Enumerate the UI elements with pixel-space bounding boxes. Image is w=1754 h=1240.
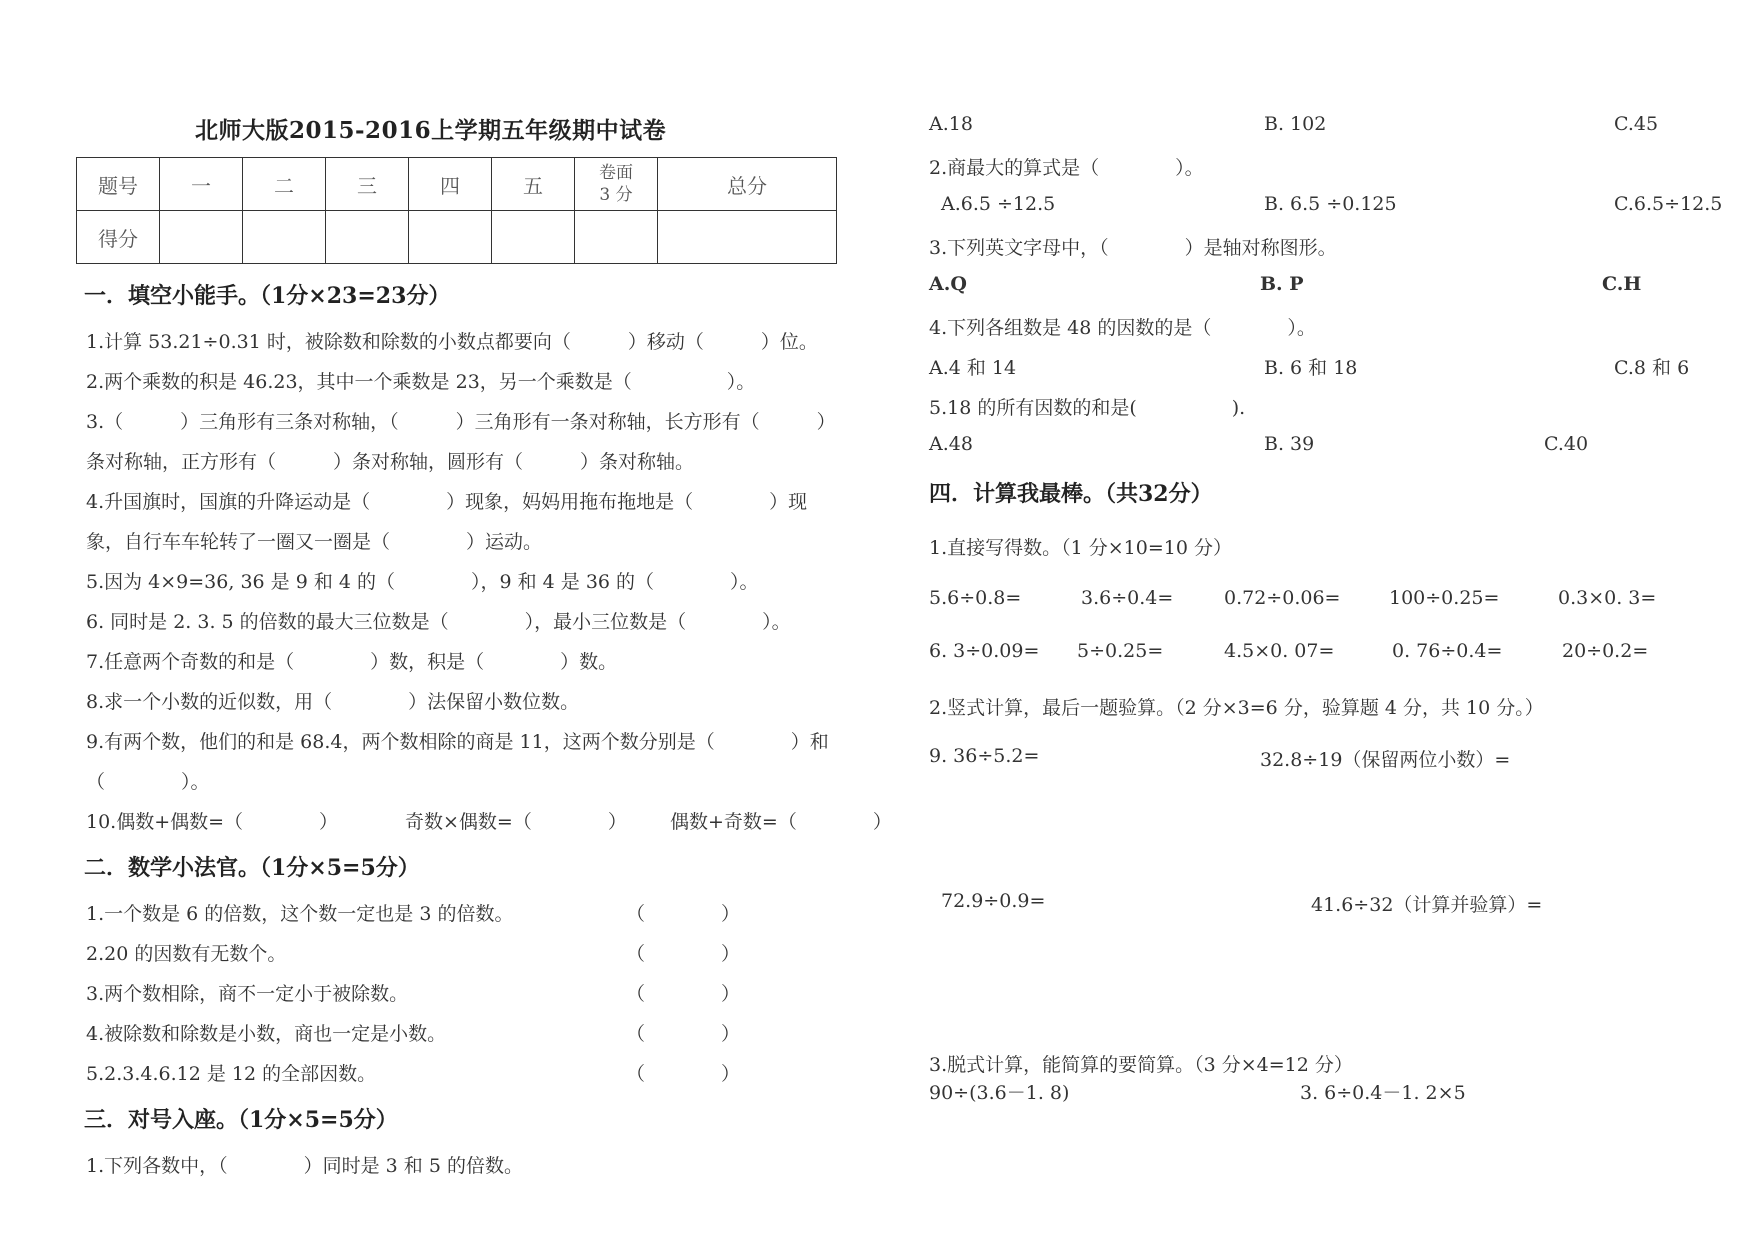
score-blank[interactable] [326, 211, 409, 264]
s1-q2: 2.两个乘数的积是 46.23，其中一个乘数是 23，另一个乘数是（ ）。 [86, 371, 756, 393]
cell-part-3: 三 [326, 158, 409, 211]
s3-q3: 3.下列英文字母中，（ ）是轴对称图形。 [929, 237, 1337, 259]
s2-q2-paren[interactable]: （ ） [626, 943, 741, 965]
s2-q3-paren[interactable]: （ ） [626, 983, 741, 1005]
exam-title: 北师大版2015-2016上学期五年级期中试卷 [195, 117, 667, 144]
stepwise-1: 90÷(3.6－1. 8) [929, 1082, 1070, 1104]
s1-q10-a: 10.偶数+偶数=（ ） [86, 811, 339, 833]
score-blank[interactable] [243, 211, 326, 264]
score-table [76, 157, 837, 264]
s3-q4: 4.下列各组数是 48 的因数的是（ ）。 [929, 317, 1316, 339]
s1-q8: 8.求一个小数的近似数，用（ ）法保留小数位数。 [86, 691, 580, 713]
calc-3: 0.72÷0.06= [1224, 587, 1341, 609]
s1-q4-line1: 4.升国旗时，国旗的升降运动是（ ）现象，妈妈用拖布拖地是（ ）现 [86, 491, 808, 513]
q2-option-c: C.6.5÷12.5 [1614, 193, 1723, 215]
s2-q5-paren[interactable]: （ ） [626, 1063, 741, 1085]
q3-option-b: B. P [1260, 273, 1304, 295]
section-1-heading: 一．填空小能手。（1分×23=23分） [84, 283, 451, 309]
cell-part-4: 四 [409, 158, 492, 211]
score-table-header-row [77, 158, 837, 211]
calc-1: 5.6÷0.8= [929, 587, 1022, 609]
s4-part1-label: 1.直接写得数。（1 分×10=10 分） [929, 537, 1232, 559]
calc-8: 4.5×0. 07= [1224, 640, 1335, 662]
s3-q2: 2.商最大的算式是（ ）。 [929, 157, 1204, 179]
calc-2: 3.6÷0.4= [1081, 587, 1174, 609]
s2-q4-paren[interactable]: （ ） [626, 1023, 741, 1045]
q3-option-a: A.Q [929, 273, 967, 295]
calc-10: 20÷0.2= [1562, 640, 1649, 662]
q4-option-a: A.4 和 14 [929, 357, 1017, 379]
section-3-heading: 三．对号入座。（1分×5=5分） [84, 1107, 398, 1133]
score-blank[interactable] [160, 211, 243, 264]
cell-question-no: 题号 [77, 158, 160, 211]
s2-q5: 5.2.3.4.6.12 是 12 的全部因数。 [86, 1063, 377, 1085]
stepwise-2: 3. 6÷0.4－1. 2×5 [1300, 1082, 1466, 1104]
vertical-2: 32.8÷19（保留两位小数）= [1260, 749, 1511, 771]
s4-part3-label: 3.脱式计算，能简算的要简算。（3 分×4=12 分） [929, 1054, 1353, 1076]
calc-4: 100÷0.25= [1389, 587, 1500, 609]
s2-q2: 2.20 的因数有无数个。 [86, 943, 287, 965]
calc-9: 0. 76÷0.4= [1392, 640, 1503, 662]
q5-option-a: A.48 [929, 433, 973, 455]
vertical-4: 41.6÷32（计算并验算）= [1311, 894, 1543, 916]
score-blank[interactable] [409, 211, 492, 264]
q2-option-a: A.6.5 ÷12.5 [941, 193, 1056, 215]
q1-option-c: C.45 [1614, 113, 1659, 135]
section-2-heading: 二．数学小法官。（1分×5=5分） [84, 855, 420, 881]
s2-q4: 4.被除数和除数是小数，商也一定是小数。 [86, 1023, 447, 1045]
q2-option-b: B. 6.5 ÷0.125 [1264, 193, 1397, 215]
cell-part-5: 五 [492, 158, 575, 211]
q1-option-b: B. 102 [1264, 113, 1327, 135]
cell-score-label: 得分 [77, 211, 160, 264]
s1-q7: 7.任意两个奇数的和是（ ）数，积是（ ）数。 [86, 651, 618, 673]
cell-neatness-top: 卷面 [599, 163, 633, 183]
score-blank[interactable] [658, 211, 837, 264]
score-blank[interactable] [492, 211, 575, 264]
s1-q9-line1: 9.有两个数，他们的和是 68.4，两个数相除的商是 11，这两个数分别是（ ）和 [86, 731, 829, 753]
s1-q6: 6. 同时是 2. 3. 5 的倍数的最大三位数是（ ），最小三位数是（ ）。 [86, 611, 791, 633]
s3-q1: 1.下列各数中，（ ）同时是 3 和 5 的倍数。 [86, 1155, 523, 1177]
cell-neatness-bottom: 3 分 [599, 185, 633, 205]
q3-option-c: C.H [1602, 273, 1642, 295]
cell-total: 总分 [658, 158, 837, 211]
s3-q5: 5.18 的所有因数的和是( ). [929, 397, 1246, 419]
vertical-3: 72.9÷0.9= [941, 890, 1046, 912]
q5-option-b: B. 39 [1264, 433, 1315, 455]
s1-q4-line2: 象，自行车车轮转了一圈又一圈是（ ）运动。 [86, 531, 543, 553]
s1-q10-b: 奇数×偶数=（ ） [405, 811, 627, 833]
s2-q1-paren[interactable]: （ ） [626, 903, 741, 925]
q4-option-b: B. 6 和 18 [1264, 357, 1358, 379]
s1-q1: 1.计算 53.21÷0.31 时，被除数和除数的小数点都要向（ ）移动（ ）位。 [86, 331, 818, 353]
s2-q1: 1.一个数是 6 的倍数，这个数一定也是 3 的倍数。 [86, 903, 514, 925]
q4-option-c: C.8 和 6 [1614, 357, 1690, 379]
cell-part-1: 一 [160, 158, 243, 211]
calc-6: 6. 3÷0.09= [929, 640, 1040, 662]
vertical-1: 9. 36÷5.2= [929, 745, 1040, 767]
s2-q3: 3.两个数相除，商不一定小于被除数。 [86, 983, 409, 1005]
s1-q3-line2: 条对称轴，正方形有（ ）条对称轴，圆形有（ ）条对称轴。 [86, 451, 695, 473]
calc-7: 5÷0.25= [1077, 640, 1164, 662]
s1-q5: 5.因为 4×9=36, 36 是 9 和 4 的（ ），9 和 4 是 36 的（ ）。 [86, 571, 759, 593]
calc-5: 0.3×0. 3= [1558, 587, 1657, 609]
s1-q10-c: 偶数+奇数=（ ） [670, 811, 892, 833]
cell-part-2: 二 [243, 158, 326, 211]
q1-option-a: A.18 [929, 113, 973, 135]
cell-neatness [575, 158, 658, 211]
section-4-heading: 四．计算我最棒。（共32分） [929, 481, 1213, 507]
score-table-score-row [77, 211, 837, 264]
score-blank[interactable] [575, 211, 658, 264]
s1-q9-line2: （ ）。 [86, 771, 210, 793]
s4-part2-label: 2.竖式计算，最后一题验算。（2 分×3=6 分，验算题 4 分，共 10 分。） [929, 697, 1544, 719]
s1-q3-line1: 3.（ ）三角形有三条对称轴，（ ）三角形有一条对称轴，长方形有（ ） [86, 411, 836, 433]
q5-option-c: C.40 [1544, 433, 1589, 455]
